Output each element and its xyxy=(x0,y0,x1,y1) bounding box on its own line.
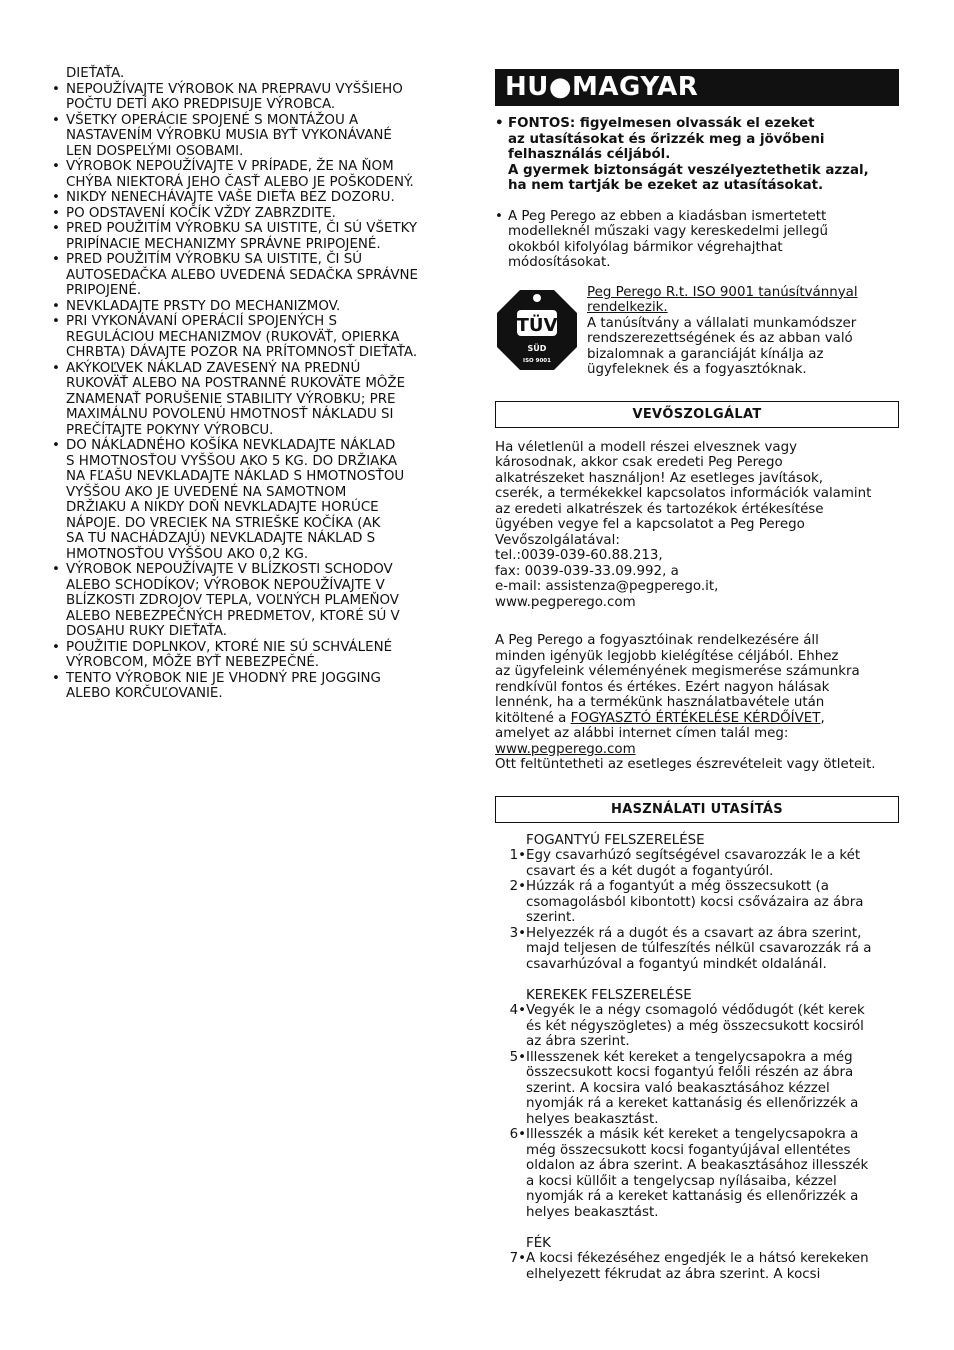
text-line: A tanúsítvány a vállalati munkamódszer xyxy=(587,315,857,331)
text-line: Helyezzék rá a dugót és a csavart az ábra szerint, xyxy=(526,925,862,941)
text-line: DOSAHU RUKY DIEŤAŤA. xyxy=(66,624,228,639)
text-line: fax: 0039-039-33.09.992, a xyxy=(495,563,679,579)
text-line: PRED POUŽITÍM VÝROBKU SA UISTITE, ČI SÚ VŠETKY xyxy=(66,221,418,236)
text-line: DO NÁKLADNÉHO KOŠÍKA NEVKLADAJTE NÁKLAD xyxy=(66,438,396,453)
step-number: 5• xyxy=(509,1049,526,1065)
text-line: www.pegperego.com xyxy=(495,594,636,610)
list-item-text xyxy=(66,221,472,252)
text-line: TENTO VÝROBOK NIE JE VHODNÝ PRE JOGGING xyxy=(66,670,381,686)
text-line: szerint. A kocsira való beakasztásához kézzel xyxy=(526,1080,830,1096)
step-text xyxy=(526,848,899,879)
list-item xyxy=(52,314,472,361)
tuv-sud-logo-icon xyxy=(495,288,579,372)
list-item xyxy=(52,221,472,252)
text-line: Ha véletlenül a modell részei elvesznek vagy xyxy=(495,439,798,455)
instruction-step xyxy=(495,848,899,879)
text-line: okokból kifolyólag bármikor végrehajthat xyxy=(508,239,783,255)
text-line: felhasználás céljából. xyxy=(508,147,671,162)
text-line: szerint. xyxy=(526,910,576,925)
step-text xyxy=(526,1127,899,1220)
bullet-icon: • xyxy=(52,298,60,314)
step-number: 4• xyxy=(509,1003,526,1018)
list-item-text xyxy=(66,113,472,160)
bullet-icon: • xyxy=(52,81,60,97)
text-line: CHRBTA) DÁVAJTE POZOR NA PRÍTOMNOSŤ DIEŤAŤA. xyxy=(66,345,418,360)
instruction-step xyxy=(495,879,899,926)
bullet-icon: • xyxy=(52,314,60,329)
text-line: NASTAVENÍM VÝROBKU MUSIA BYŤ VYKONÁVANÉ xyxy=(66,128,392,143)
text-line: PREČÍTAJTE POKYNY VÝROBCU. xyxy=(66,422,274,438)
section-title: FÉK xyxy=(526,1235,551,1251)
instructions-heading: HASZNÁLATI UTASÍTÁS xyxy=(495,796,899,823)
text-line: Illesszék a másik két kereket a tengelycsapokra a xyxy=(526,1127,859,1142)
text-line: NEPOUŽÍVAJTE VÝROBOK NA PREPRAVU VYŠŠIEHO xyxy=(66,81,403,97)
text-line: tel.:0039-039-60.88.213, xyxy=(495,548,663,563)
important-warning xyxy=(495,116,899,194)
text-line: FONTOS: figyelmesen olvassák el ezeket xyxy=(508,116,815,131)
website-link[interactable]: www.pegperego.com xyxy=(495,741,636,757)
text-line: A Peg Perego az ebben a kiadásban ismertetett xyxy=(508,208,827,224)
instruction-step xyxy=(495,1050,899,1128)
list-item-text xyxy=(66,562,472,640)
text-line: NA FĽAŠU NEVKLADAJTE NÁKLAD S HMOTNOSŤOU xyxy=(66,469,405,484)
step-text xyxy=(526,926,899,973)
text-line: csavart és a két dugót a fogantyúról. xyxy=(526,863,774,879)
list-item-text xyxy=(66,314,472,361)
text-line: VÝROBOK NEPOUŽÍVAJTE V PRÍPADE, ŽE NA ŇOM xyxy=(66,159,394,174)
continuation-text: DIEŤAŤA. xyxy=(66,66,125,81)
list-item xyxy=(52,113,472,160)
text-line: oldalon az ábra szerint. A beakasztásához illesszék xyxy=(526,1158,869,1173)
text-line: VYŠŠOU AKO JE UVEDENÉ NA SAMOTNOM xyxy=(66,484,347,500)
list-item xyxy=(52,159,472,190)
text-line: Egy csavarhúzó segítségével csavarozzák le a két xyxy=(526,848,861,863)
instruction-step xyxy=(495,1003,899,1050)
instruction-step xyxy=(495,1251,899,1282)
bullet-icon: • xyxy=(52,112,60,128)
step-text xyxy=(526,879,899,926)
list-item xyxy=(52,562,472,640)
text-line: POUŽITIE DOPLNKOV, KTORÉ NIE SÚ SCHVÁLENÉ xyxy=(66,639,393,655)
list-item-text xyxy=(66,438,472,562)
text-line: alkatrészeket használjon! Az esetleges javítások, xyxy=(495,470,824,486)
text-line: módosításokat. xyxy=(508,255,611,270)
list-item xyxy=(52,82,472,113)
text-line: még összecsukott kocsi fogantyújával ellentétes xyxy=(526,1142,851,1158)
text-line: VÝROBCOM, MÔŽE BYŤ NEBEZPEČNÉ. xyxy=(66,655,320,670)
section-title: FOGANTYÚ FELSZERELÉSE xyxy=(526,832,705,848)
text-line: nyomják rá a kereket kattanásig és ellenőrizzék a xyxy=(526,1189,859,1204)
text-line: ALEBO NEBEZPEČNÝCH PREDMETOV, KTORÉ SÚ V xyxy=(66,608,400,624)
bullet-icon: • xyxy=(52,221,60,236)
service-heading: VEVŐSZOLGÁLAT xyxy=(495,401,899,428)
text-line: ügyében vegye fel a kapcsolatot a Peg Perego xyxy=(495,517,805,532)
instructions-body xyxy=(495,833,899,1283)
text-line: A gyermek biztonságát veszélyeztethetik azzal, xyxy=(508,162,869,178)
text-line: Húzzák rá a fogantyút a még összecsukott (a xyxy=(526,879,829,894)
list-item xyxy=(52,206,472,222)
text-line: lennénk, ha a termékünk használatbavétele után xyxy=(495,695,825,710)
text-line: bizalomnak a garanciáját kínálja az xyxy=(587,346,824,362)
instruction-step xyxy=(495,1127,899,1220)
instruction-step xyxy=(495,926,899,973)
text-line: cserék, a termékekkel kapcsolatos információk valamint xyxy=(495,486,872,501)
bullet-icon: • xyxy=(495,116,504,131)
text-line: PO ODSTAVENÍ KOČÍK VŽDY ZABRZDITE. xyxy=(66,205,336,221)
text-line: NÁPOJE. DO VRECIEK NA STRIEŠKE KOČÍKA (AK xyxy=(66,515,381,531)
text-line: MAXIMÁLNU POVOLENÚ HMOTNOSŤ NÁKLADU SI xyxy=(66,407,394,422)
right-column xyxy=(495,69,899,1282)
text-line: ZNAMENAŤ PORUŠENIE STABILITY VÝROBKU; PRE xyxy=(66,391,396,407)
text-line: CHÝBA NIEKTORÁ JEHO ČASŤ ALEBO JE POŠKODENÝ. xyxy=(66,174,414,190)
text-line: NEVKLADAJTE PRSTY DO MECHANIZMOV. xyxy=(66,298,341,314)
text-line: VŠETKY OPERÁCIE SPOJENÉ S MONTÁŽOU A xyxy=(66,112,359,128)
bullet-icon: • xyxy=(52,670,60,686)
list-item xyxy=(52,190,472,206)
list-item-text xyxy=(66,82,472,113)
bullet-icon: • xyxy=(52,562,60,577)
list-item-text xyxy=(66,206,472,222)
text-line: az utasításokat és őrizzék meg a jövőbeni xyxy=(508,131,825,147)
text-line: S HMOTNOSŤOU VYŠŠOU AKO 5 KG. DO DRŽIAKA xyxy=(66,453,398,469)
text-line: POČTU DETÍ AKO PREDPISUJE VÝROBCA. xyxy=(66,97,336,112)
text-line: PRI VYKONÁVANÍ OPERÁCIÍ SPOJENÝCH S xyxy=(66,314,337,329)
text-line: nyomják rá a kereket kattanásig és ellenőrizzék a xyxy=(526,1096,859,1111)
text-line: PRIPÍNACIE MECHANIZMY SPRÁVNE PRIPOJENÉ. xyxy=(66,236,381,252)
step-number: 2• xyxy=(509,879,526,894)
certification-block xyxy=(495,285,899,378)
text-line: VÝROBOK NEPOUŽÍVAJTE V BLÍZKOSTI SCHODOV xyxy=(66,562,393,577)
list-item xyxy=(52,640,472,671)
list-item-text xyxy=(66,640,472,671)
bullet-icon: • xyxy=(52,159,60,174)
text-line: BLÍZKOSTI ZDROJOV TEPLA, VOĽNÝCH PLAMEŇOV xyxy=(66,593,399,608)
text-line: összecsukott kocsi fogantyú felőli részén az ábra xyxy=(526,1065,854,1080)
bullet-icon: • xyxy=(52,438,60,453)
text-line: helyes beakasztást. xyxy=(526,1204,659,1220)
text-line: csomagolásból kibontott) kocsi csővázaira az ábra xyxy=(526,894,864,910)
list-item-text xyxy=(66,159,472,190)
text-line: az ügyfeleink véleményének megismerése számunkra xyxy=(495,664,860,679)
left-column xyxy=(52,66,472,702)
text-line: és két négyszögletes) a még összecsukott kocsiról xyxy=(526,1018,864,1034)
text-line: HMOTNOSŤOU VYŠŠOU AKO 0,2 KG. xyxy=(66,546,309,562)
bullet-icon: • xyxy=(52,252,60,267)
text-line: AKÝKOĽVEK NÁKLAD ZAVESENÝ NA PREDNÚ xyxy=(66,360,361,376)
text-line: Vevőszolgálatával: xyxy=(495,532,620,548)
list-item-text xyxy=(66,252,472,299)
text-line: e-mail: assistenza@pegperego.it, xyxy=(495,579,719,594)
section-title: KEREKEK FELSZERELÉSE xyxy=(526,987,692,1003)
text-line: csavarhúzóval a fogantyú mindkét oldalánál. xyxy=(526,956,827,972)
svg-text:SÜD: SÜD xyxy=(527,343,547,353)
list-item xyxy=(52,671,472,702)
bullet-icon: • xyxy=(52,205,60,221)
text-line: PRIPOJENÉ. xyxy=(66,283,142,298)
list-item-text xyxy=(66,299,472,315)
text-line: LEN DOSPELÝMI OSOBAMI. xyxy=(66,143,244,159)
step-text xyxy=(526,1050,899,1128)
service-paragraph xyxy=(495,440,899,611)
bullet-icon: • xyxy=(495,208,503,224)
step-number: 3• xyxy=(509,925,526,941)
text-line: ügyfeleknek és a fogyasztóknak. xyxy=(587,362,807,377)
text-line: károsodnak, akkor csak eredeti Peg Perego xyxy=(495,455,783,470)
text-line: modelleknél műszaki vagy kereskedelmi jellegű xyxy=(508,224,828,239)
step-text xyxy=(526,1251,899,1282)
list-item-text xyxy=(66,671,472,702)
list-item-text xyxy=(66,190,472,206)
list-item-text xyxy=(66,361,472,439)
text-line: Illesszenek két kereket a tengelycsapokra a még xyxy=(526,1049,853,1065)
text-line: DRŽIAKU A NIKDY DOŇ NEVKLADAJTE HORÚCE xyxy=(66,500,379,515)
certification-text xyxy=(587,285,858,378)
text-line: ALEBO SCHODÍKOV; VÝROBOK NEPOUŽÍVAJTE V xyxy=(66,577,385,593)
text-line: a kocsi küllőit a tengelycsap nyílásaiba, kézzel xyxy=(526,1173,837,1189)
text-line: elhelyezett fékrudat az ábra szerint. A kocsi xyxy=(526,1266,821,1282)
svg-text:TÜV: TÜV xyxy=(516,314,558,336)
step-text xyxy=(526,1003,899,1050)
iso-link: rendelkezik. xyxy=(587,300,668,315)
slovak-warning-list xyxy=(52,82,472,702)
text-line: minden igényük legjobb kielégítése céljából. Ehhez xyxy=(495,648,839,664)
intro-paragraph xyxy=(495,209,899,271)
list-item xyxy=(52,361,472,439)
step-number: 7• xyxy=(509,1251,526,1266)
text-line: RUKOVÄŤ ALEBO NA POSTRANNÉ RUKOVÄTE MÔŽE xyxy=(66,376,406,391)
list-item xyxy=(52,299,472,315)
feedback-form-link[interactable]: FOGYASZTÓ ÉRTÉKELÉSE KÉRDŐÍVET xyxy=(570,710,821,726)
svg-text:ISO 9001: ISO 9001 xyxy=(523,357,551,364)
text-line: NIKDY NENECHÁVAJTE VAŠE DIEŤA BEZ DOZORU. xyxy=(66,190,395,205)
text-line: ALEBO KORČUĽOVANIE. xyxy=(66,686,223,701)
text-line: AUTOSEDAČKA ALEBO UVEDENÁ SEDAČKA SPRÁVNE xyxy=(66,267,418,283)
text-line: ha nem tartják be ezeket az utasításokat. xyxy=(508,178,824,193)
text-line: A Peg Perego a fogyasztóinak rendelkezésére áll xyxy=(495,633,819,648)
text-line: Vegyék le a négy csomagoló védődugót (két kerek xyxy=(526,1003,865,1018)
text-line: PRED POUŽITÍM VÝROBKU SA UISTITE, ČI SÚ xyxy=(66,252,363,267)
list-item xyxy=(52,252,472,299)
bullet-icon: • xyxy=(52,360,60,376)
text-line: REGULÁCIOU MECHANIZMOV (RUKOVÄŤ, OPIERKA xyxy=(66,329,400,345)
text-line: az ábra szerint. xyxy=(526,1034,630,1049)
text-line: majd teljesen de túlfeszítés nélkül csavarozzák rá a xyxy=(526,941,872,956)
text-line: SA TU NACHÁDZAJÚ) NEVKLADAJTE NÁKLAD S xyxy=(66,531,376,546)
text-line: rendkívül fontos és értékes. Ezért nagyon hálásak xyxy=(495,679,830,695)
text-line: rendszerezettségének és az abban való xyxy=(587,331,853,346)
feedback-paragraph: A Peg Perego a fogyasztóinak rendelkezésére áll minden igényük legjobb kielégítése céljából. Ehhez az ügyfeleink véleményének megismerése számunkra rendkívül fontos és értékes. Ezért nagyon hálásak lennénk, ha a termékünk használatbavétele után kitöltené a FOGYASZTÓ ÉRTÉKELÉSE KÉRDŐÍVET, amelyet az alábbi internet címen talál meg: www.pegperego.com Ott feltüntetheti az esetleges észrevételeit vagy ötleteit. xyxy=(495,633,899,773)
text-line: helyes beakasztást. xyxy=(526,1111,659,1127)
list-item xyxy=(52,438,472,562)
bullet-icon: • xyxy=(52,190,60,205)
bullet-icon: • xyxy=(52,639,60,655)
step-number: 1• xyxy=(509,848,526,863)
text-line: A kocsi fékezéséhez engedjék le a hátsó kerekeken xyxy=(526,1251,869,1266)
step-number: 6• xyxy=(509,1127,526,1142)
text-line: az eredeti alkatrészek és tartozékok értékesítése xyxy=(495,501,824,517)
iso-link: Peg Perego R.t. ISO 9001 tanúsítvánnyal xyxy=(587,284,858,300)
language-header: HU●MAGYAR xyxy=(495,69,899,106)
